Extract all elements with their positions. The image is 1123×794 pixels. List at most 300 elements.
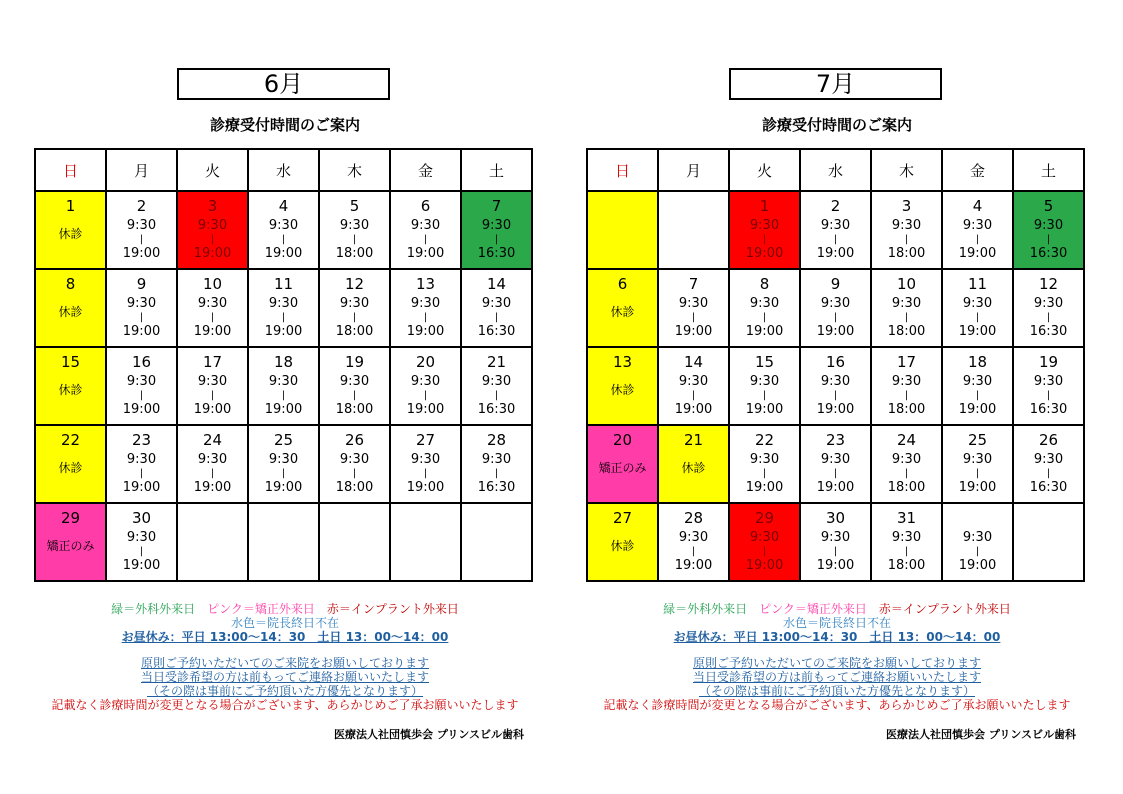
calendar-panel-july (586, 0, 1106, 794)
close-time: 19:00 (958, 480, 997, 495)
close-time: 18:00 (335, 324, 374, 339)
hours (391, 297, 460, 339)
time-separator: | (833, 468, 838, 479)
clinic-name: 医療法人社団慎歩会 プリンスビル歯科 (886, 728, 1077, 741)
day-number: 8 (759, 275, 770, 293)
day-cell (587, 425, 658, 503)
day-cell (729, 503, 800, 581)
open-time: 9:30 (410, 374, 441, 389)
hours (462, 297, 531, 339)
day-number: 16 (131, 353, 152, 371)
time-separator: | (352, 468, 357, 479)
time-separator: | (210, 312, 215, 323)
day-cell (587, 503, 658, 581)
time-separator: | (975, 390, 980, 401)
hours (1014, 453, 1083, 495)
day-number: 7 (491, 197, 502, 215)
open-time: 9:30 (820, 218, 851, 233)
time-separator: | (494, 390, 499, 401)
hours (943, 219, 1012, 261)
time-separator: | (210, 234, 215, 245)
notice-block (586, 656, 1088, 712)
time-separator: | (210, 468, 215, 479)
day-number: 4 (972, 197, 983, 215)
time-separator: | (281, 312, 286, 323)
hours (178, 375, 247, 417)
time-separator: | (975, 468, 980, 479)
close-time: 19:00 (745, 480, 784, 495)
hours (943, 531, 1012, 573)
day-number: 10 (202, 275, 223, 293)
day-cell (35, 425, 106, 503)
day-number: 17 (202, 353, 223, 371)
close-time: 18:00 (887, 402, 926, 417)
day-number: 27 (415, 431, 436, 449)
weekday-header: 水 (800, 149, 871, 191)
open-time: 9:30 (749, 374, 780, 389)
open-time: 9:30 (268, 374, 299, 389)
weekday-header: 金 (390, 149, 461, 191)
open-time: 9:30 (749, 218, 780, 233)
hours (391, 219, 460, 261)
weekday-header: 土 (461, 149, 532, 191)
day-number: 6 (617, 275, 628, 293)
open-time: 9:30 (678, 530, 709, 545)
close-time: 19:00 (745, 402, 784, 417)
hours (872, 297, 941, 339)
time-separator: | (975, 546, 980, 557)
day-cell (106, 425, 177, 503)
lunch-break: お昼休み：平日 13:00〜14：30 土日 13：00〜14：00 (673, 630, 1001, 644)
notice-line: 原則ご予約いただいてのご来院をお願いしております (140, 656, 429, 670)
notice-warning: 記載なく診療時間が変更となる場合がございます、あらかじめご了承お願いいたします (603, 698, 1071, 712)
open-time: 9:30 (891, 452, 922, 467)
close-time: 16:30 (1029, 246, 1068, 261)
day-number: 3 (207, 197, 218, 215)
legend-sky: 水色＝院長終日不在 (782, 616, 891, 630)
time-separator: | (762, 390, 767, 401)
time-separator: | (904, 390, 909, 401)
day-cell (942, 503, 1013, 581)
close-time: 19:00 (122, 480, 161, 495)
day-number: 5 (1043, 197, 1054, 215)
close-time: 19:00 (122, 324, 161, 339)
open-time: 9:30 (197, 452, 228, 467)
time-separator: | (352, 234, 357, 245)
clinic-name: 医療法人社団慎歩会 プリンスビル歯科 (334, 728, 525, 741)
close-time: 19:00 (816, 324, 855, 339)
day-cell (248, 425, 319, 503)
weekday-header-row (35, 149, 532, 191)
open-time: 9:30 (891, 530, 922, 545)
open-time: 9:30 (749, 296, 780, 311)
day-cell (461, 347, 532, 425)
notice-line: 当日受診希望の方は前もってご連絡お願いいたします (140, 670, 429, 684)
lunch-break: お昼休み：平日 13:00〜14：30 土日 13：00〜14：00 (121, 630, 449, 644)
hours (872, 453, 941, 495)
time-separator: | (423, 390, 428, 401)
open-time: 9:30 (678, 374, 709, 389)
hours (249, 375, 318, 417)
legend-green: 緑＝外科外来日 (111, 602, 196, 616)
day-cell (942, 347, 1013, 425)
open-time: 9:30 (962, 452, 993, 467)
day-cell (106, 269, 177, 347)
time-separator: | (1046, 468, 1051, 479)
hours (107, 453, 176, 495)
day-cell (248, 269, 319, 347)
weekday-header: 木 (319, 149, 390, 191)
day-number: 30 (131, 509, 152, 527)
day-cell (871, 191, 942, 269)
week-row (587, 503, 1084, 581)
day-cell (106, 503, 177, 581)
close-time: 19:00 (406, 402, 445, 417)
day-cell (177, 269, 248, 347)
time-separator: | (352, 312, 357, 323)
day-number: 15 (754, 353, 775, 371)
legend-sky: 水色＝院長終日不在 (230, 616, 339, 630)
hours (730, 375, 799, 417)
day-cell (729, 269, 800, 347)
color-legend (586, 602, 1088, 644)
close-time: 19:00 (816, 402, 855, 417)
weekday-header: 月 (658, 149, 729, 191)
day-number: 3 (901, 197, 912, 215)
day-number: 2 (136, 197, 147, 215)
day-number: 8 (65, 275, 76, 293)
hours (1014, 375, 1083, 417)
open-time: 9:30 (410, 296, 441, 311)
hours (730, 453, 799, 495)
weekday-header: 土 (1013, 149, 1084, 191)
day-number: 22 (60, 431, 81, 449)
hours (320, 453, 389, 495)
day-number: 18 (273, 353, 294, 371)
day-cell (1013, 503, 1084, 581)
close-time: 19:00 (958, 324, 997, 339)
close-time: 19:00 (745, 246, 784, 261)
hours (391, 375, 460, 417)
week-row (35, 503, 532, 581)
day-number: 27 (612, 509, 633, 527)
day-number: 18 (967, 353, 988, 371)
day-number: 1 (65, 197, 76, 215)
day-note: 休診 (610, 383, 635, 397)
time-separator: | (904, 468, 909, 479)
day-number: 6 (420, 197, 431, 215)
close-time: 18:00 (335, 402, 374, 417)
open-time: 9:30 (197, 218, 228, 233)
week-row (35, 191, 532, 269)
time-separator: | (139, 312, 144, 323)
close-time: 19:00 (958, 246, 997, 261)
hours (801, 297, 870, 339)
day-cell (1013, 347, 1084, 425)
close-time: 19:00 (193, 246, 232, 261)
open-time: 9:30 (962, 374, 993, 389)
close-time: 19:00 (264, 324, 303, 339)
day-cell (871, 503, 942, 581)
open-time: 9:30 (1033, 374, 1064, 389)
hours (178, 219, 247, 261)
close-time: 19:00 (406, 246, 445, 261)
week-row (587, 191, 1084, 269)
weekday-header: 日 (35, 149, 106, 191)
day-cell (319, 269, 390, 347)
close-time: 16:30 (1029, 480, 1068, 495)
day-cell (658, 191, 729, 269)
day-number: 16 (825, 353, 846, 371)
open-time: 9:30 (481, 452, 512, 467)
open-time: 9:30 (268, 218, 299, 233)
day-cell (248, 347, 319, 425)
close-time: 19:00 (264, 480, 303, 495)
day-cell (942, 191, 1013, 269)
hours (462, 219, 531, 261)
open-time: 9:30 (678, 296, 709, 311)
day-number: 20 (612, 431, 633, 449)
hours (730, 531, 799, 573)
day-cell (587, 269, 658, 347)
hours (107, 297, 176, 339)
hours (107, 375, 176, 417)
open-time: 9:30 (820, 530, 851, 545)
day-number: 12 (1038, 275, 1059, 293)
day-cell (177, 503, 248, 581)
hours (801, 453, 870, 495)
hours (801, 531, 870, 573)
open-time: 9:30 (339, 218, 370, 233)
day-note: 休診 (58, 227, 83, 241)
notice-warning: 記載なく診療時間が変更となる場合がございます、あらかじめご了承お願いいたします (51, 698, 519, 712)
hours (659, 375, 728, 417)
day-cell (800, 347, 871, 425)
legend-pink: ピンク＝矯正外来日 (207, 602, 315, 616)
open-time: 9:30 (962, 218, 993, 233)
open-time: 9:30 (197, 296, 228, 311)
hours (730, 219, 799, 261)
schedule-subtitle: 診療受付時間のご案内 (761, 116, 912, 134)
day-cell (106, 347, 177, 425)
time-separator: | (762, 234, 767, 245)
day-note: 矯正のみ (46, 539, 95, 553)
day-number: 2 (830, 197, 841, 215)
time-separator: | (833, 312, 838, 323)
day-cell (729, 347, 800, 425)
calendar-table (586, 148, 1085, 582)
hours (1014, 219, 1083, 261)
day-number: 23 (825, 431, 846, 449)
day-number: 13 (612, 353, 633, 371)
day-number: 11 (967, 275, 988, 293)
day-cell (106, 191, 177, 269)
time-separator: | (423, 234, 428, 245)
hours (462, 453, 531, 495)
time-separator: | (762, 546, 767, 557)
week-row (587, 425, 1084, 503)
close-time: 19:00 (122, 246, 161, 261)
open-time: 9:30 (339, 374, 370, 389)
day-number: 26 (1038, 431, 1059, 449)
hours (320, 375, 389, 417)
close-time: 19:00 (958, 402, 997, 417)
notice-line: （その際は事前にご予約頂いた方優先となります） (146, 684, 423, 698)
day-cell (587, 191, 658, 269)
notice-block (34, 656, 536, 712)
time-separator: | (210, 390, 215, 401)
open-time: 9:30 (1033, 296, 1064, 311)
open-time: 9:30 (749, 530, 780, 545)
day-cell (35, 503, 106, 581)
day-number: 10 (896, 275, 917, 293)
day-number: 13 (415, 275, 436, 293)
month-title: 7月 (729, 68, 942, 100)
open-time: 9:30 (126, 452, 157, 467)
close-time: 16:30 (1029, 324, 1068, 339)
hours (943, 297, 1012, 339)
day-cell (248, 191, 319, 269)
close-time: 18:00 (335, 246, 374, 261)
legend-pink: ピンク＝矯正外来日 (759, 602, 867, 616)
open-time: 9:30 (820, 296, 851, 311)
weekday-header: 金 (942, 149, 1013, 191)
hours (872, 375, 941, 417)
open-time: 9:30 (268, 452, 299, 467)
weekday-header: 月 (106, 149, 177, 191)
hours (659, 531, 728, 573)
day-cell (461, 269, 532, 347)
legend-green: 緑＝外科外来日 (663, 602, 748, 616)
time-separator: | (281, 390, 286, 401)
day-note: 休診 (58, 383, 83, 397)
open-time: 9:30 (410, 452, 441, 467)
hours (801, 375, 870, 417)
close-time: 19:00 (122, 558, 161, 573)
close-time: 19:00 (674, 324, 713, 339)
time-separator: | (494, 234, 499, 245)
day-number: 21 (683, 431, 704, 449)
day-number: 28 (683, 509, 704, 527)
legend-red: 赤＝インプラント外来日 (878, 602, 1011, 616)
day-number: 15 (60, 353, 81, 371)
hours (872, 531, 941, 573)
time-separator: | (833, 546, 838, 557)
day-number: 26 (344, 431, 365, 449)
day-cell (1013, 191, 1084, 269)
close-time: 19:00 (745, 558, 784, 573)
day-cell (461, 425, 532, 503)
day-number: 19 (1038, 353, 1059, 371)
time-separator: | (494, 312, 499, 323)
day-cell (177, 347, 248, 425)
open-time: 9:30 (962, 530, 993, 545)
day-cell (658, 503, 729, 581)
close-time: 19:00 (745, 324, 784, 339)
open-time: 9:30 (410, 218, 441, 233)
close-time: 16:30 (477, 402, 516, 417)
day-number: 7 (688, 275, 699, 293)
day-number: 1 (759, 197, 770, 215)
day-number: 12 (344, 275, 365, 293)
day-number: 19 (344, 353, 365, 371)
day-note: 休診 (58, 461, 83, 475)
time-separator: | (833, 234, 838, 245)
time-separator: | (423, 312, 428, 323)
day-cell (390, 191, 461, 269)
day-cell (871, 347, 942, 425)
day-cell (35, 191, 106, 269)
day-cell (800, 269, 871, 347)
hours (462, 375, 531, 417)
day-number: 25 (967, 431, 988, 449)
month-title: 6月 (177, 68, 390, 100)
open-time: 9:30 (820, 452, 851, 467)
time-separator: | (139, 234, 144, 245)
day-cell (800, 425, 871, 503)
time-separator: | (691, 312, 696, 323)
time-separator: | (975, 312, 980, 323)
day-number: 30 (825, 509, 846, 527)
time-separator: | (904, 546, 909, 557)
hours (249, 219, 318, 261)
day-cell (942, 425, 1013, 503)
open-time: 9:30 (749, 452, 780, 467)
close-time: 19:00 (816, 480, 855, 495)
weekday-header: 火 (729, 149, 800, 191)
day-cell (319, 425, 390, 503)
week-row (35, 347, 532, 425)
close-time: 18:00 (887, 324, 926, 339)
time-separator: | (281, 234, 286, 245)
open-time: 9:30 (126, 296, 157, 311)
time-separator: | (762, 312, 767, 323)
day-number: 14 (683, 353, 704, 371)
day-cell (942, 269, 1013, 347)
close-time: 19:00 (264, 402, 303, 417)
open-time: 9:30 (126, 374, 157, 389)
close-time: 19:00 (193, 480, 232, 495)
day-number: 31 (896, 509, 917, 527)
close-time: 18:00 (887, 558, 926, 573)
weekday-header: 日 (587, 149, 658, 191)
day-cell (1013, 269, 1084, 347)
hours (1014, 297, 1083, 339)
day-cell (177, 191, 248, 269)
hours (178, 297, 247, 339)
day-cell (871, 425, 942, 503)
close-time: 19:00 (406, 324, 445, 339)
open-time: 9:30 (1033, 452, 1064, 467)
time-separator: | (904, 234, 909, 245)
day-cell (658, 425, 729, 503)
time-separator: | (494, 468, 499, 479)
day-number: 20 (415, 353, 436, 371)
close-time: 19:00 (264, 246, 303, 261)
time-separator: | (1046, 312, 1051, 323)
hours (391, 453, 460, 495)
day-cell (248, 503, 319, 581)
day-number: 9 (830, 275, 841, 293)
hours (320, 297, 389, 339)
time-separator: | (139, 390, 144, 401)
time-separator: | (352, 390, 357, 401)
day-note: 矯正のみ (598, 461, 647, 475)
day-cell (35, 347, 106, 425)
open-time: 9:30 (891, 296, 922, 311)
time-separator: | (833, 390, 838, 401)
color-legend (34, 602, 536, 644)
